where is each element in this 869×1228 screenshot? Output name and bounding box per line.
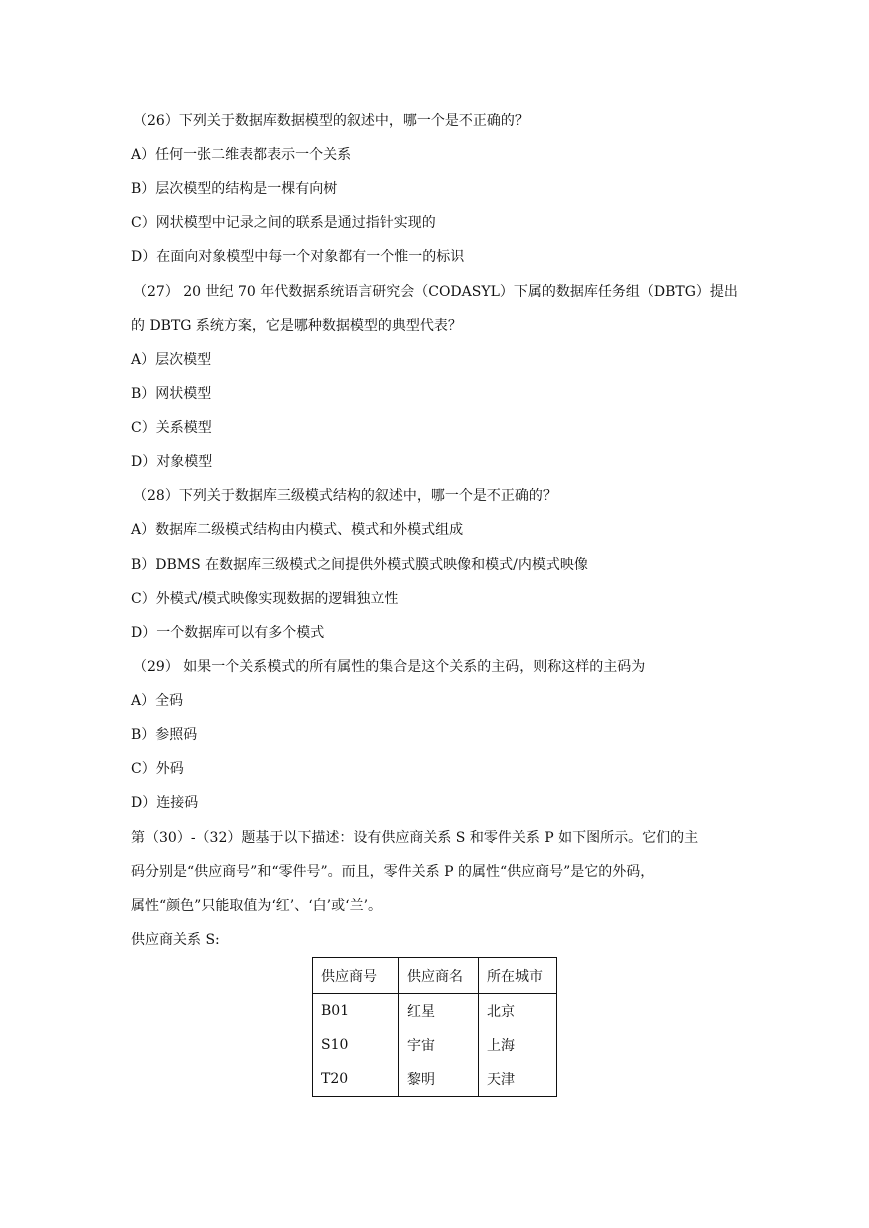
question-28-option-c: C）外模式/模式映像实现数据的逻辑独立性 <box>131 591 399 607</box>
cell-supplier-name: 红星 <box>399 994 479 1029</box>
question-28-option-d: D）一个数据库可以有多个模式 <box>131 625 325 641</box>
question-28-stem: （28）下列关于数据库三级模式结构的叙述中，哪一个是不正确的？ <box>133 488 557 504</box>
header-supplier-name: 供应商名 <box>399 958 479 994</box>
question-27-option-d: D）对象模型 <box>131 454 213 470</box>
cell-city: 北京 <box>487 1004 515 1020</box>
table-row <box>313 1062 557 1097</box>
table-row <box>313 994 557 1029</box>
question-29-option-c: C）外码 <box>131 761 184 777</box>
question-29-stem: （29） 如果一个关系模式的所有属性的集合是这个关系的主码，则称这样的主码为 <box>133 659 646 675</box>
question-27-option-a: A）层次模型 <box>131 352 212 368</box>
cell-supplier-id: T20 <box>313 1062 399 1097</box>
cell-city: 天津 <box>487 1072 515 1088</box>
table-header-row <box>313 958 557 994</box>
question-27-option-c: C）关系模型 <box>131 420 212 436</box>
question-29-option-b: B）参照码 <box>131 727 198 743</box>
cell-supplier-id: B01 <box>313 994 399 1029</box>
cell-city: 上海 <box>487 1038 515 1054</box>
header-supplier-id: 供应商号 <box>313 958 399 994</box>
question-26-option-b: B）层次模型的结构是一棵有向树 <box>131 181 338 197</box>
header-city: 所在城市 <box>479 958 557 994</box>
question-26-option-d: D）在面向对象模型中每一个对象都有一个惟一的标识 <box>131 249 465 265</box>
question-27-stem-line2: 的 DBTG 系统方案，它是哪种数据模型的典型代表？ <box>131 318 462 334</box>
question-28-option-a: A）数据库二级模式结构由内模式、模式和外模式组成 <box>131 522 464 538</box>
cell-supplier-id: S10 <box>313 1028 399 1062</box>
cell-supplier-name: 黎明 <box>399 1062 479 1097</box>
table-caption: 供应商关系 S: <box>131 932 220 948</box>
intro-line-2: 码分别是“供应商号”和“零件号”。而且，零件关系 P 的属性“供应商号”是它的外码， <box>131 864 655 880</box>
question-27-stem-line1: （27） 20 世纪 70 年代数据系统语言研究会（CODASYL）下属的数据库任务组（DBTG）提出 <box>133 284 738 300</box>
question-26-option-a: A）任何一张二维表都表示一个关系 <box>131 147 352 163</box>
cell-supplier-name: 宇宙 <box>399 1028 479 1062</box>
question-29-option-d: D）连接码 <box>131 795 199 811</box>
intro-line-1: 第（30）-（32）题基于以下描述：设有供应商关系 S 和零件关系 P 如下图所示。它们的主 <box>131 830 699 846</box>
question-27-option-b: B）网状模型 <box>131 386 212 402</box>
question-29-option-a: A）全码 <box>131 693 184 709</box>
intro-line-3: 属性“颜色”只能取值为‘红’、‘白’或‘兰’。 <box>131 898 383 914</box>
table-row <box>313 1028 557 1062</box>
supplier-table <box>312 957 557 1097</box>
question-26-stem: （26）下列关于数据库数据模型的叙述中，哪一个是不正确的？ <box>133 113 529 129</box>
question-26-option-c: C）网状模型中记录之间的联系是通过指针实现的 <box>131 215 436 231</box>
question-28-option-b: B）DBMS 在数据库三级模式之间提供外模式膜式映像和模式/内模式映像 <box>131 557 588 573</box>
